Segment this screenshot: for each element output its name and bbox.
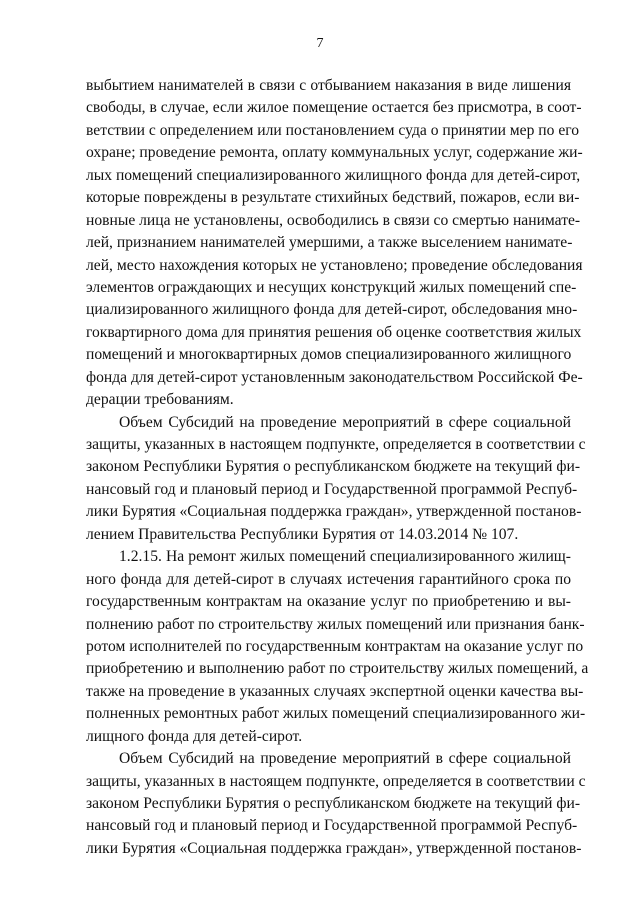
text-line: помещений и многоквартирных домов специализированного жилищного: [86, 346, 572, 364]
text-line: государственным контрактам на оказание услуг по приобретению и вы-: [86, 593, 571, 611]
text-line: охране; проведение ремонта, оплату коммунальных услуг, содержание жи-: [86, 144, 583, 162]
text-line: лей, место нахождения которых не установлено; проведение обследования: [86, 256, 583, 274]
text-line: законом Республики Бурятия о республиканском бюджете на текущий фи-: [86, 795, 581, 812]
text-line: лики Бурятия «Социальная поддержка граждан», утвержденной постанов-: [86, 503, 582, 521]
text-line: ветствии с определением или постановлением суда о принятии мер по его: [86, 121, 580, 139]
text-line: нансовый год и плановый период и Государственной программой Респуб-: [86, 817, 578, 835]
text-line: ного фонда для детей-сирот в случаях истечения гарантийного срока по: [86, 570, 571, 588]
text-line: лением Правительства Республики Бурятия от 14.03.2014 № 107.: [86, 525, 519, 543]
text-line: законом Республики Бурятия о республиканском бюджете на текущий фи-: [86, 458, 581, 476]
text-line: фонда для детей-сирот установленным законодательством Российской Фе-: [86, 368, 583, 386]
paragraph-first-line: 1.2.15. На ремонт жилых помещений специализированного жилищ-: [119, 548, 571, 566]
text-line: лищного фонда для детей-сирот.: [86, 727, 303, 745]
text-line: лики Бурятия «Социальная поддержка граждан», утвержденной постанов-: [86, 839, 582, 857]
text-line: нансовый год и плановый период и Государственной программой Респуб-: [86, 480, 578, 498]
text-line: выбытием нанимателей в связи с отбыванием наказания в виде лишения: [86, 77, 571, 94]
text-line: свободы, в случае, если жилое помещение остается без присмотра, в соот-: [86, 99, 582, 117]
text-line: полнению работ по строительству жилых помещений или признания банк-: [86, 615, 585, 633]
text-line: защиты, указанных в настоящем подпункте, определяется в соответствии с: [86, 436, 586, 453]
paragraph-first-line: Объем Субсидий на проведение мероприятий в сфере социальной: [119, 750, 571, 768]
paragraph-first-line: Объем Субсидий на проведение мероприятий в сфере социальной: [119, 413, 571, 431]
text-line: защиты, указанных в настоящем подпункте, определяется в соответствии с: [86, 772, 586, 790]
page-number: 7: [316, 36, 324, 51]
text-line: гоквартирного дома для принятия решения об оценке соответствия жилых: [86, 323, 582, 341]
text-line: приобретению и выполнению работ по строительству жилых помещений, а: [86, 660, 589, 678]
text-line: дерации требованиям.: [86, 391, 234, 409]
text-line: полненных ремонтных работ жилых помещений специализированного жи-: [86, 705, 586, 723]
text-line: ротом исполнителей по государственным контрактам на оказание услуг по: [86, 637, 584, 655]
text-line: которые повреждены в результате стихийных бедствий, пожаров, если ви-: [86, 189, 580, 207]
text-line: лых помещений специализированного жилищного фонда для детей-сирот,: [86, 166, 581, 184]
text-line: также на проведение в указанных случаях экспертной оценки качества вы-: [86, 682, 584, 700]
text-line: новные лица не установлены, освободились в связи со смертью нанимате-: [86, 211, 581, 229]
text-line: циализированного жилищного фонда для детей-сирот, обследования мно-: [86, 301, 578, 319]
body-text: [86, 75, 589, 860]
text-line: лей, признанием нанимателей умершими, а также выселением нанимате-: [86, 234, 573, 252]
text-line: элементов ограждающих и несущих конструкций жилых помещений спе-: [86, 278, 577, 296]
